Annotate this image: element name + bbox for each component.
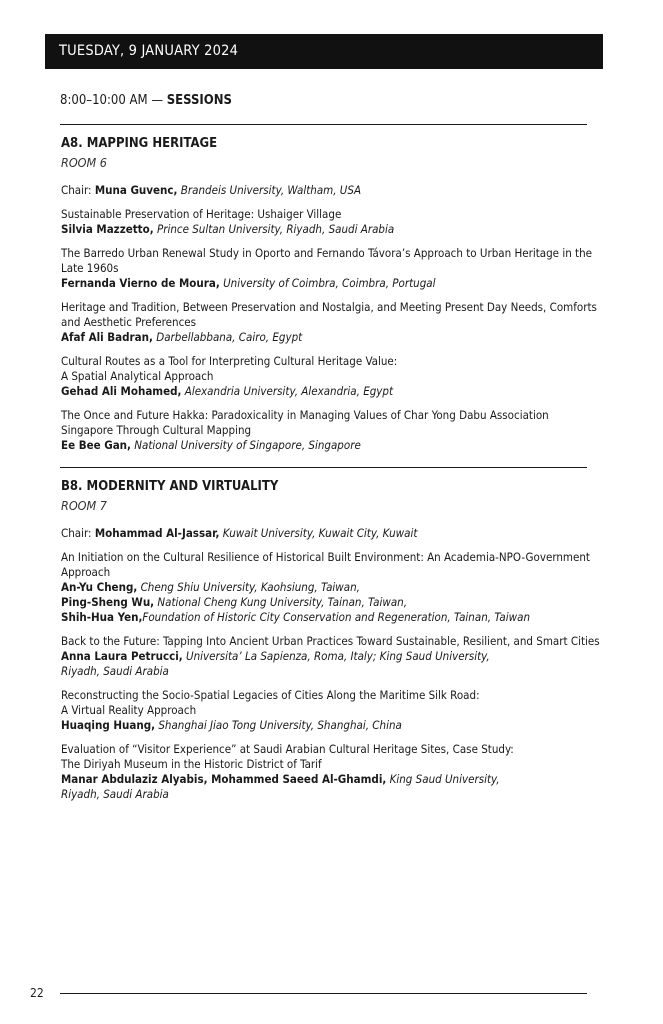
author-affiliation: Universita’ La Sapienza, Roma, Italy; King Saud University, Riyadh, Saudi Arabia [61, 649, 490, 678]
author-line [61, 276, 601, 291]
session-chair [61, 183, 601, 198]
author-affiliation: Cheng Shiu University, Kaohsiung, Taiwan, [137, 580, 360, 594]
author-line [61, 580, 601, 595]
author-line [61, 649, 601, 679]
author-line [61, 330, 601, 345]
author-name: Ping-Sheng Wu, [61, 595, 155, 609]
author-affiliation: Alexandria University, Alexandria, Egypt [181, 384, 394, 398]
author-line [61, 384, 601, 399]
paper-title: Heritage and Tradition, Between Preservation and Nostalgia, and Meeting Present Day Needs, Comforts and Aesthetic Preferences [61, 300, 597, 329]
session-chair [61, 526, 601, 541]
author-name: Shih-Hua Yen, [61, 610, 143, 624]
author-affiliation: National Cheng Kung University, Tainan, Taiwan, [154, 595, 408, 609]
chair-label: Chair: [61, 526, 95, 540]
author-name: Fernanda Vierno de Moura, [61, 276, 220, 290]
time-slot-label: SESSIONS [166, 93, 232, 108]
author-line [61, 772, 601, 802]
author-affiliation: Darbellabbana, Cairo, Egypt [152, 330, 303, 344]
author-name: Afaf Ali Badran, [61, 330, 153, 344]
paper-title: Evaluation of “Visitor Experience” at Saudi Arabian Cultural Heritage Sites, Case Study: The Diriyah Museum in the Historic District of Tarif [61, 742, 514, 771]
paper-title: An Initiation on the Cultural Resilience of Historical Built Environment: An Academia-NPO-Government Approach [61, 550, 590, 579]
author-affiliation: Foundation of Historic City Conservation and Regeneration, Tainan, Taiwan [142, 610, 531, 624]
author-name: Anna Laura Petrucci, [61, 649, 183, 663]
time-range: 8:00–10:00 AM — [60, 93, 167, 108]
author-affiliation: Shanghai Jiao Tong University, Shanghai, China [155, 718, 402, 732]
section-divider [60, 124, 587, 125]
paper-entry [61, 634, 601, 679]
author-line [61, 222, 601, 237]
author-name: Ee Bee Gan, [61, 438, 131, 452]
page-number: 22 [30, 986, 44, 1000]
author-name: Gehad Ali Mohamed, [61, 384, 182, 398]
paper-title: Cultural Routes as a Tool for Interpreting Cultural Heritage Value: A Spatial Analytical Approach [61, 354, 398, 383]
author-line [61, 438, 601, 453]
paper-entry [61, 354, 601, 399]
author-name: An-Yu Cheng, [61, 580, 138, 594]
session-a8 [61, 136, 601, 453]
paper-entry [61, 408, 601, 453]
session-title: B8. MODERNITY AND VIRTUALITY [61, 479, 279, 494]
session-b8 [61, 479, 601, 802]
chair-affiliation: Brandeis University, Waltham, USA [177, 183, 362, 197]
time-slot [60, 93, 232, 109]
author-affiliation: University of Coimbra, Coimbra, Portugal [219, 276, 436, 290]
paper-entry [61, 300, 601, 345]
author-affiliation: King Saud University, Riyadh, Saudi Arabia [61, 772, 500, 801]
chair-name: Muna Guvenc, [94, 183, 178, 197]
date-header-bar [45, 34, 603, 69]
section-divider [60, 467, 587, 468]
paper-title: Back to the Future: Tapping Into Ancient Urban Practices Toward Sustainable, Resilient, and Smart Cities [61, 634, 600, 648]
paper-entry [61, 550, 601, 625]
paper-entry [61, 246, 601, 291]
author-line [61, 610, 601, 625]
paper-title: Reconstructing the Socio-Spatial Legacies of Cities Along the Maritime Silk Road: A Virtual Reality Approach [61, 688, 480, 717]
author-line [61, 595, 601, 610]
author-name: Manar Abdulaziz Alyabis, Mohammed Saeed Al-Ghamdi, [61, 772, 387, 786]
session-room: ROOM 7 [61, 498, 107, 513]
paper-entry [61, 688, 601, 733]
chair-affiliation: Kuwait University, Kuwait City, Kuwait [219, 526, 418, 540]
session-room: ROOM 6 [61, 155, 107, 170]
chair-label: Chair: [61, 183, 95, 197]
author-name: Huaqing Huang, [61, 718, 156, 732]
paper-title: The Barredo Urban Renewal Study in Oporto and Fernando Távora’s Approach to Urban Heritage in the Late 1960s [61, 246, 593, 275]
chair-name: Mohammad Al-Jassar, [94, 526, 220, 540]
paper-entry [61, 207, 601, 237]
author-affiliation: Prince Sultan University, Riyadh, Saudi Arabia [153, 222, 395, 236]
paper-entry [61, 742, 601, 802]
author-line [61, 718, 601, 733]
author-name: Silvia Mazzetto, [61, 222, 154, 236]
session-title: A8. MAPPING HERITAGE [61, 136, 218, 151]
paper-title: Sustainable Preservation of Heritage: Ushaiger Village [61, 207, 342, 221]
paper-title: The Once and Future Hakka: Paradoxicality in Managing Values of Char Yong Dabu Association Singapore Through Cultural Mapping [61, 408, 549, 437]
footer-divider [60, 993, 587, 994]
date-heading: TUESDAY, 9 JANUARY 2024 [59, 43, 239, 59]
author-affiliation: National University of Singapore, Singapore [130, 438, 361, 452]
